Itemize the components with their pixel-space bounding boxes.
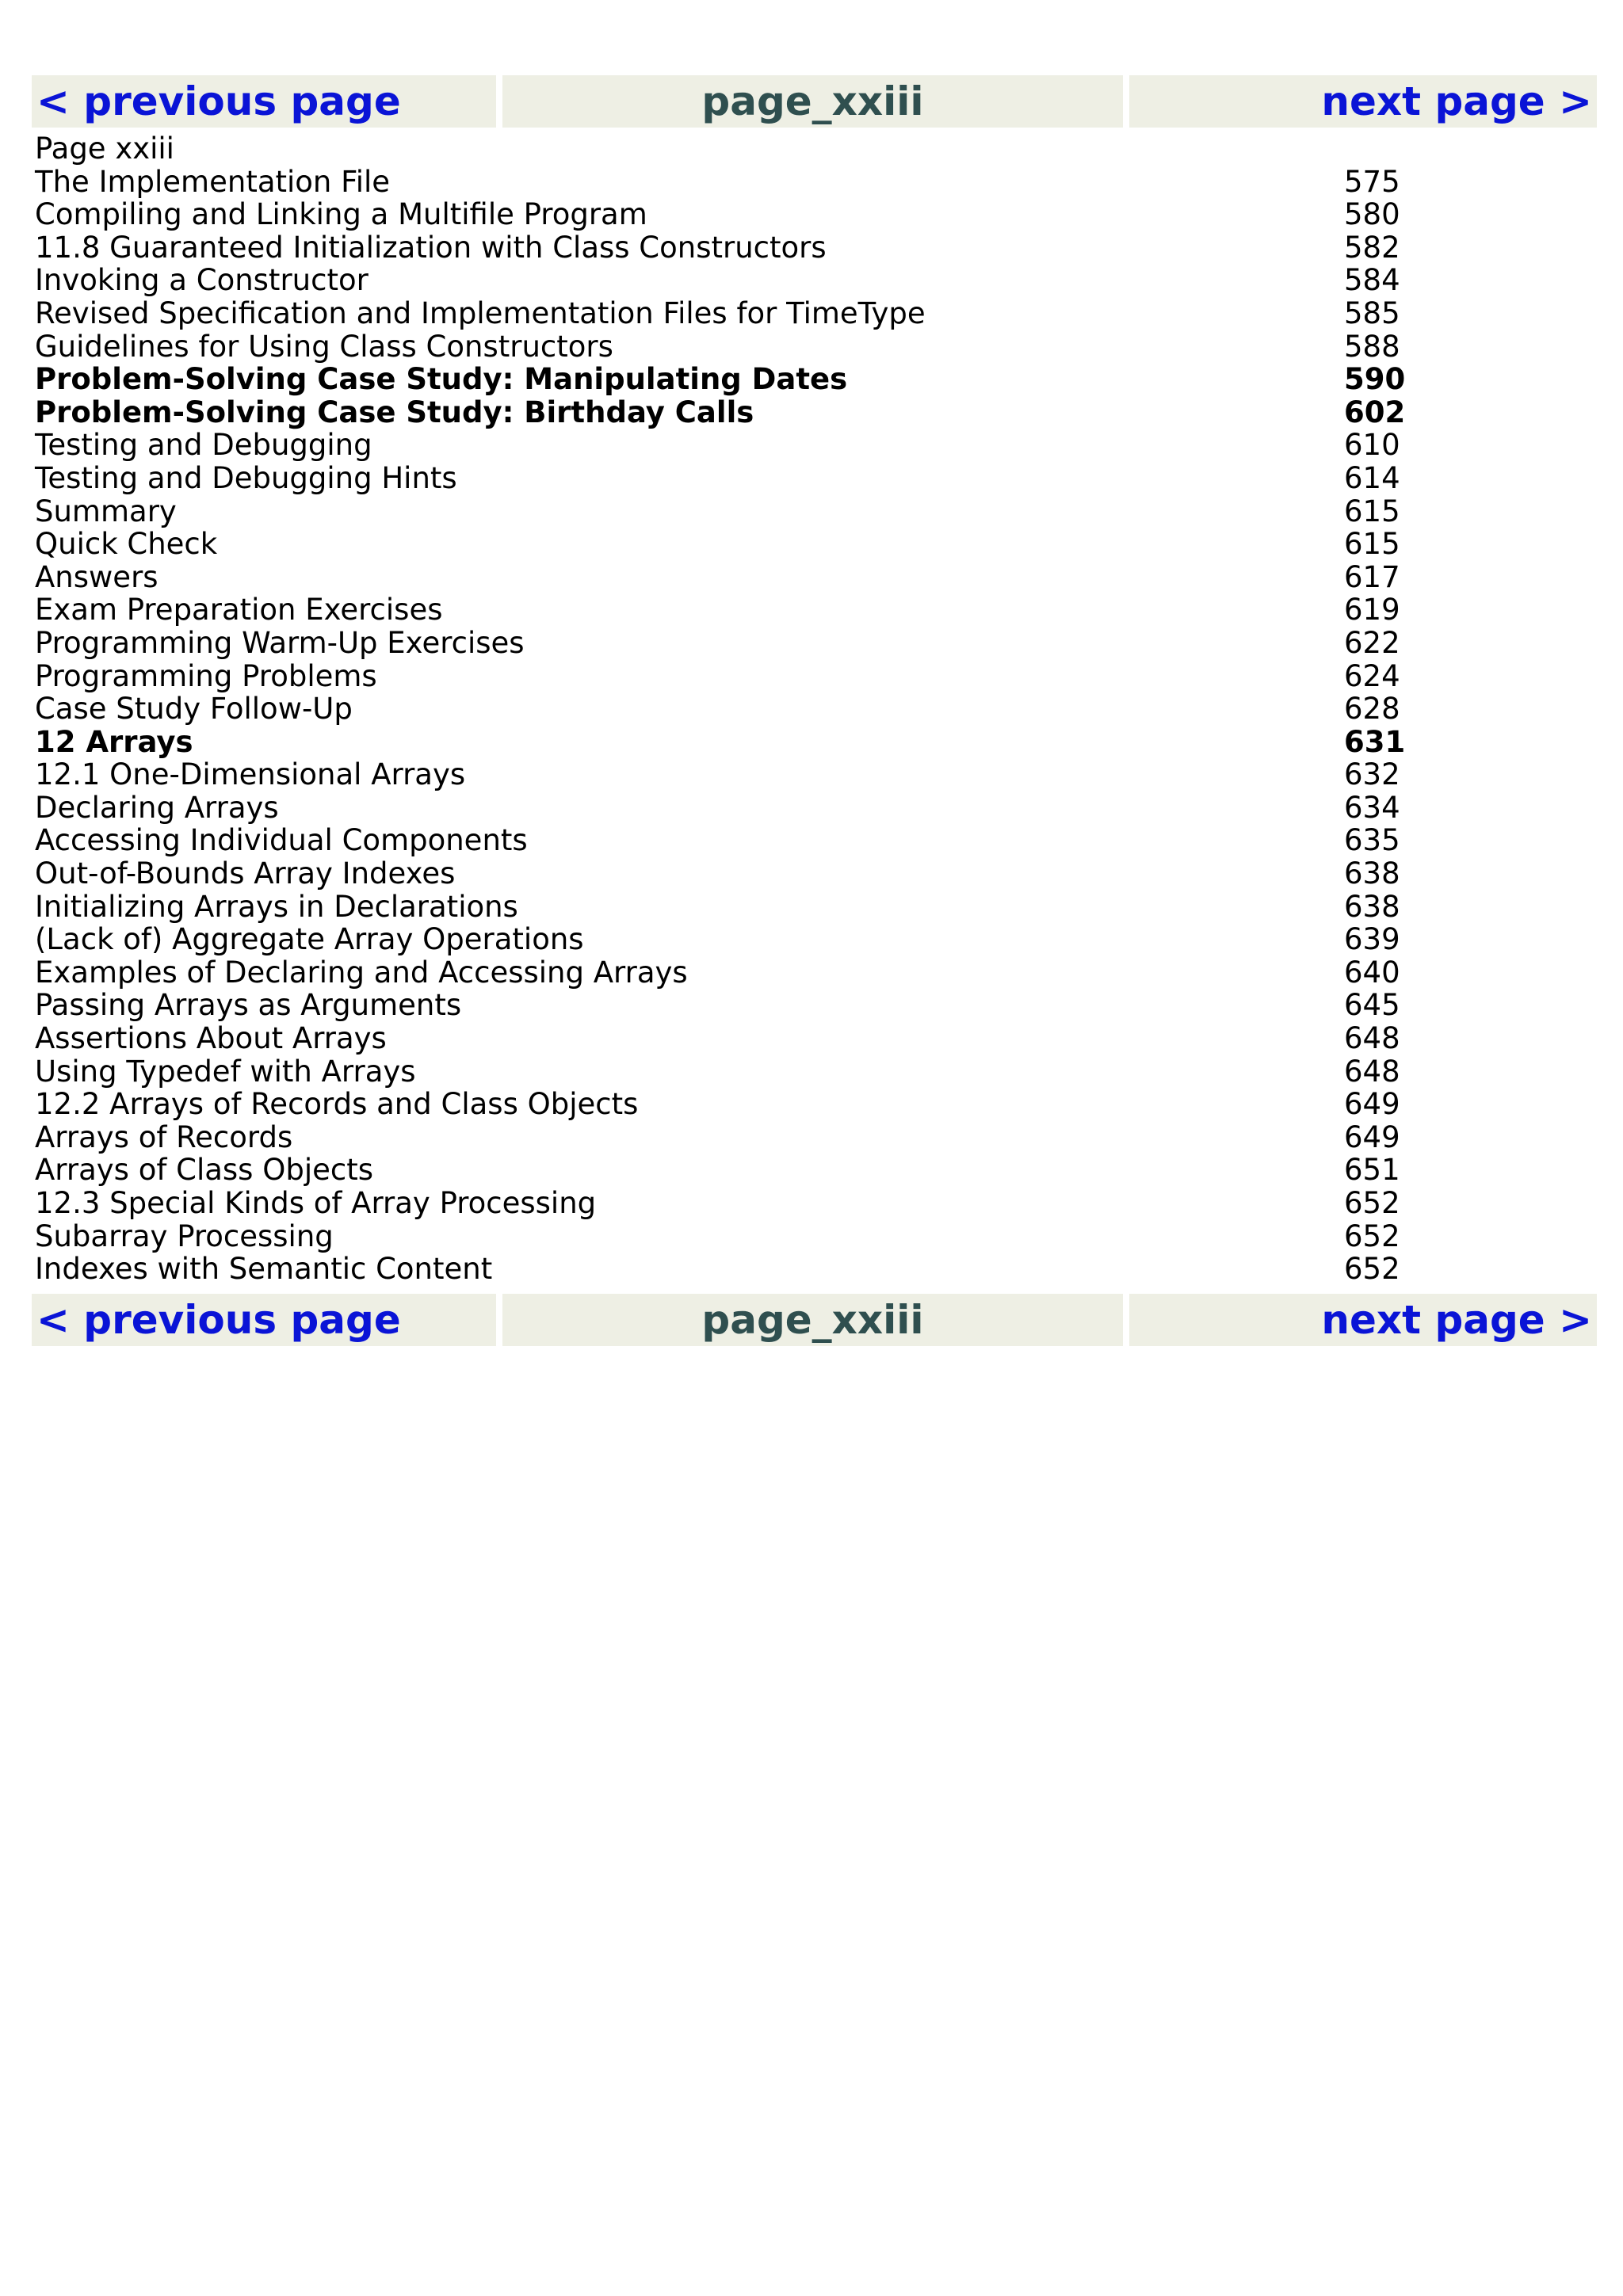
toc-entry	[35, 989, 1597, 1022]
toc-entry	[35, 1187, 1597, 1220]
toc-entry	[35, 692, 1597, 726]
toc-entry-title: Programming Problems	[35, 658, 377, 693]
toc-entry	[35, 330, 1597, 364]
toc-entry	[35, 1022, 1597, 1055]
toc-entry-page-number: 615	[1344, 527, 1400, 562]
toc-entry-page-number: 615	[1344, 494, 1400, 528]
page-indicator: page_xxiii	[502, 1294, 1123, 1346]
toc-entry-title: Exam Preparation Exercises	[35, 593, 443, 627]
toc-entry-page-number: 585	[1344, 296, 1400, 330]
toc-entry-title: Revised Specification and Implementation Files for TimeType	[35, 296, 926, 330]
toc-entry	[35, 1220, 1597, 1253]
toc-entry-page-number: 580	[1344, 197, 1400, 232]
toc-entry	[35, 627, 1597, 660]
toc-entry	[35, 923, 1597, 956]
toc-entry	[35, 396, 1597, 429]
toc-entry-page-number: 622	[1344, 625, 1400, 660]
previous-page-link[interactable]: < previous page	[36, 1296, 401, 1343]
toc-entry-page-number: 590	[1344, 362, 1406, 397]
toc-entry	[35, 891, 1597, 924]
top-prev-cell	[32, 75, 496, 128]
toc-entry-title: Assertions About Arrays	[35, 1021, 387, 1056]
toc-entry	[35, 363, 1597, 396]
bottom-prev-cell	[32, 1294, 496, 1346]
toc-entry-page-number: 619	[1344, 593, 1400, 627]
toc-entry-page-number: 614	[1344, 460, 1400, 495]
toc-entry-title: Testing and Debugging	[35, 428, 372, 463]
toc-entry-page-number: 645	[1344, 988, 1400, 1023]
toc-entry	[35, 528, 1597, 561]
toc-entry	[35, 1121, 1597, 1154]
toc-entry-title: The Implementation File	[35, 164, 391, 199]
toc-entry-title: 12.1 One-Dimensional Arrays	[35, 757, 466, 792]
toc-entry-page-number: 648	[1344, 1054, 1400, 1089]
toc-entry-page-number: 652	[1344, 1219, 1400, 1253]
toc-entry-title: (Lack of) Aggregate Array Operations	[35, 922, 584, 957]
toc-entry-title: Compiling and Linking a Multifile Program	[35, 197, 647, 232]
toc-entry-title: Out-of-Bounds Array Indexes	[35, 856, 456, 891]
toc-entry-page-number: 610	[1344, 428, 1400, 463]
toc-entry	[35, 231, 1597, 265]
toc-entry-title: Accessing Individual Components	[35, 823, 528, 858]
toc-entry-title: 12.3 Special Kinds of Array Processing	[35, 1186, 597, 1220]
toc-entry-page-number: 640	[1344, 955, 1400, 990]
toc-entry	[35, 593, 1597, 627]
toc-entry	[35, 1088, 1597, 1121]
toc-entry-page-number: 628	[1344, 692, 1400, 727]
toc-entry-title: 11.8 Guaranteed Initialization with Class Constructors	[35, 230, 827, 265]
toc-entry-title: Examples of Declaring and Accessing Arrays	[35, 955, 688, 990]
toc-entry	[35, 956, 1597, 990]
toc-entry-title: 12.2 Arrays of Records and Class Objects	[35, 1087, 639, 1122]
toc-entry-page-number: 639	[1344, 922, 1400, 957]
page-container	[32, 75, 1597, 1346]
bottom-navigation-bar	[32, 1294, 1597, 1346]
toc-entry-page-number: 588	[1344, 329, 1400, 364]
toc-entry-title: Passing Arrays as Arguments	[35, 988, 462, 1023]
toc-entry-title: Declaring Arrays	[35, 790, 279, 825]
toc-entry	[35, 297, 1597, 330]
toc-entry-title: Subarray Processing	[35, 1219, 334, 1253]
top-navigation-bar	[32, 75, 1597, 128]
toc-entry	[35, 660, 1597, 693]
toc-entry	[35, 1253, 1597, 1286]
toc-entry-page-number: 635	[1344, 823, 1400, 858]
toc-entry-title: Using Typedef with Arrays	[35, 1054, 416, 1089]
toc-entry-title: Quick Check	[35, 527, 218, 562]
toc-entry	[35, 726, 1597, 759]
toc-entry	[35, 824, 1597, 857]
toc-entry-page-number: 584	[1344, 263, 1400, 298]
toc-entry	[35, 857, 1597, 891]
toc-entry-page-number: 617	[1344, 559, 1400, 594]
toc-entry-title: Answers	[35, 559, 158, 594]
top-next-cell	[1129, 75, 1597, 128]
toc-entry-page-number: 634	[1344, 790, 1400, 825]
toc-entry-title: Testing and Debugging Hints	[35, 460, 457, 495]
toc-entry-title: Problem-Solving Case Study: Manipulating Dates	[35, 362, 848, 397]
toc-entry-title: 12 Arrays	[35, 724, 193, 759]
toc-entry-title: Summary	[35, 494, 177, 528]
page-heading: Page xxiii	[35, 132, 174, 166]
toc-entry	[35, 198, 1597, 231]
toc-entry-title: Arrays of Class Objects	[35, 1153, 373, 1188]
toc-entry-page-number: 652	[1344, 1186, 1400, 1220]
page-indicator: page_xxiii	[502, 75, 1123, 128]
toc-entry-page-number: 638	[1344, 889, 1400, 924]
toc-entry-page-number: 632	[1344, 757, 1400, 792]
toc-entry-page-number: 624	[1344, 658, 1400, 693]
toc-entry-page-number: 638	[1344, 856, 1400, 891]
toc-entry-title: Invoking a Constructor	[35, 263, 369, 298]
toc-entry-title: Arrays of Records	[35, 1119, 293, 1154]
toc-entry	[35, 1154, 1597, 1187]
previous-page-link[interactable]: < previous page	[36, 78, 401, 124]
toc-entry	[35, 495, 1597, 528]
toc-entry	[35, 791, 1597, 825]
toc-entry	[35, 166, 1597, 199]
toc-entry-page-number: 582	[1344, 230, 1400, 265]
toc-entry-page-number: 648	[1344, 1021, 1400, 1056]
toc-entry-page-number: 651	[1344, 1153, 1400, 1188]
toc-entry-title: Initializing Arrays in Declarations	[35, 889, 518, 924]
toc-entry-page-number: 649	[1344, 1087, 1400, 1122]
toc-entry	[35, 561, 1597, 594]
toc-entry	[35, 462, 1597, 495]
bottom-next-cell	[1129, 1294, 1597, 1346]
toc-entry	[35, 1055, 1597, 1089]
toc-entry	[35, 429, 1597, 462]
toc-entry-page-number: 631	[1344, 724, 1406, 759]
toc-entry	[35, 264, 1597, 297]
toc-entry-title: Programming Warm-Up Exercises	[35, 625, 525, 660]
toc-entry-page-number: 652	[1344, 1252, 1400, 1287]
toc-entry-page-number: 602	[1344, 395, 1406, 429]
toc-entry-page-number: 575	[1344, 164, 1400, 199]
toc-entry-title: Indexes with Semantic Content	[35, 1252, 493, 1287]
toc-entry-page-number: 649	[1344, 1119, 1400, 1154]
toc-entry-title: Case Study Follow-Up	[35, 692, 353, 727]
toc-entry	[35, 758, 1597, 791]
next-page-link[interactable]: next page >	[1321, 1296, 1592, 1343]
toc-entry-title: Problem-Solving Case Study: Birthday Calls	[35, 395, 754, 429]
toc-entry-title: Guidelines for Using Class Constructors	[35, 329, 613, 364]
table-of-contents	[32, 132, 1597, 1286]
next-page-link[interactable]: next page >	[1321, 78, 1592, 124]
